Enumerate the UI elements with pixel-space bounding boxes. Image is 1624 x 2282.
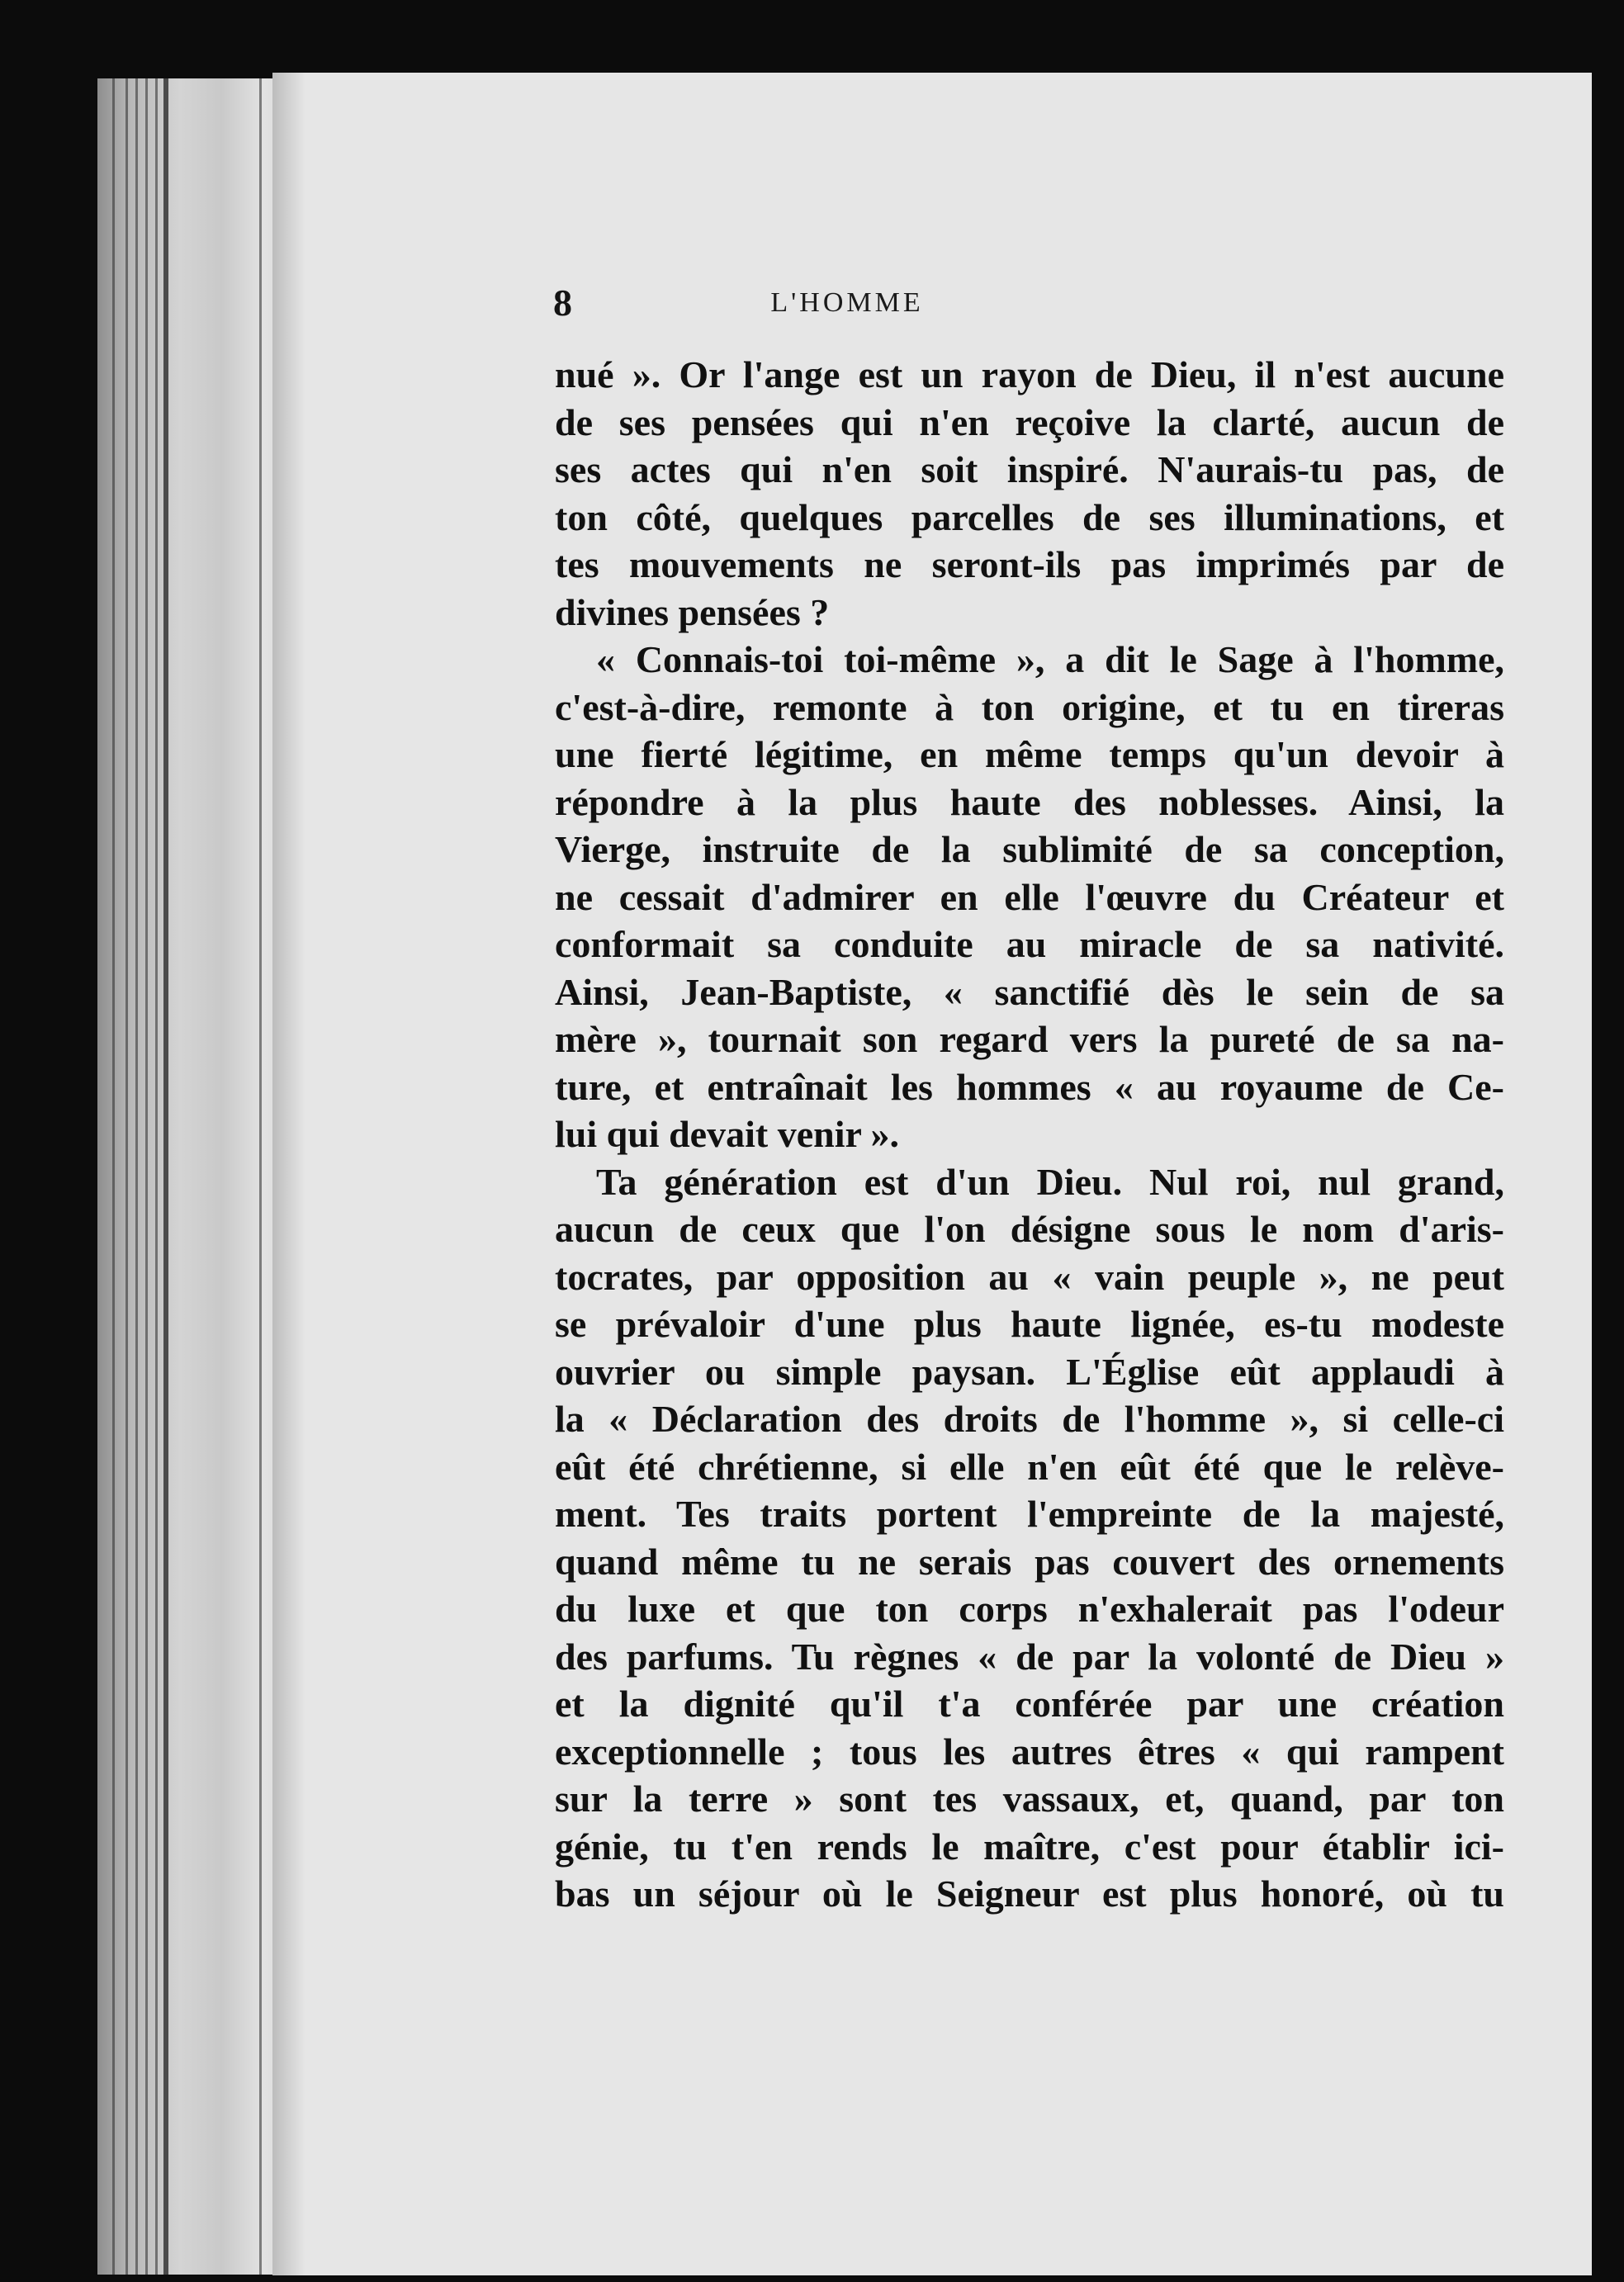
text-line: la « Déclaration des droits de l'homme », si celle-ci [555, 1398, 1504, 1440]
running-head: L'HOMME [770, 287, 924, 318]
text-line: répondre à la plus haute des noblesses. Ainsi, la [555, 780, 1504, 823]
text-line: du luxe et que ton corps n'exhalerait pas l'odeur [555, 1588, 1504, 1630]
text-line: Vierge, instruite de la sublimité de sa conception, [555, 828, 1504, 870]
edge-line [145, 78, 148, 2275]
text-line: ses actes qui n'en soit inspiré. N'aurais-tu pas, de [555, 448, 1504, 490]
text-line: et la dignité qu'il t'a conférée par une création [555, 1683, 1504, 1725]
text-line: une fierté légitime, en même temps qu'un devoir à [555, 733, 1504, 775]
body-text [555, 351, 1504, 1918]
text-line: ment. Tes traits portent l'empreinte de la majesté, [555, 1493, 1504, 1535]
text-line: sur la terre » sont tes vassaux, et, quand, par ton [555, 1778, 1504, 1820]
text-line: ton côté, quelques parcelles de ses illuminations, et [555, 495, 1504, 538]
text-line: aucun de ceux que l'on désigne sous le nom d'aris- [555, 1208, 1504, 1250]
text-line: ture, et entraînait les hommes « au royaume de Ce- [555, 1065, 1504, 1108]
text-line: « Connais-toi toi-même », a dit le Sage à l'homme, [596, 638, 1504, 680]
text-line: mère », tournait son regard vers la pureté de sa na- [555, 1018, 1504, 1060]
text-line: eût été chrétienne, si elle n'en eût été que le relève- [555, 1445, 1504, 1488]
page-header [553, 272, 1141, 339]
gutter-shade [272, 73, 305, 2275]
text-line: divines pensées ? [555, 590, 830, 633]
text-line: lui qui devait venir ». [555, 1113, 900, 1155]
page-number: 8 [553, 282, 572, 324]
text-line: bas un séjour où le Seigneur est plus honoré, où tu [555, 1872, 1504, 1915]
text-line: Ainsi, Jean-Baptiste, « sanctifié dès le sein de sa [555, 970, 1504, 1013]
text-line: ne cessait d'admirer en elle l'œuvre du Créateur et [555, 875, 1504, 918]
text-line: tocrates, par opposition au « vain peuple », ne peut [555, 1255, 1504, 1298]
text-line: conformait sa conduite au miracle de sa nativité. [555, 923, 1504, 965]
edge-line [259, 78, 262, 2275]
text-line: génie, tu t'en rends le maître, c'est pour établir ici- [555, 1825, 1504, 1868]
text-line: nué ». Or l'ange est un rayon de Dieu, il n'est aucune [555, 353, 1504, 395]
text-line: exceptionnelle ; tous les autres êtres « qui rampent [555, 1730, 1504, 1773]
text-line: de ses pensées qui n'en reçoive la clarté, aucun de [555, 400, 1504, 443]
edge-line [163, 78, 168, 2275]
text-line: quand même tu ne serais pas couvert des ornements [555, 1540, 1504, 1583]
text-line: ouvrier ou simple paysan. L'Église eût applaudi à [555, 1350, 1504, 1393]
text-line: c'est-à-dire, remonte à ton origine, et tu en tireras [555, 685, 1504, 728]
text-line: des parfums. Tu règnes « de par la volonté de Dieu » [555, 1635, 1504, 1678]
edge-line [125, 78, 128, 2275]
page-edges [97, 78, 287, 2275]
text-line: Ta génération est d'un Dieu. Nul roi, nul grand, [596, 1160, 1504, 1203]
edge-line [112, 78, 115, 2275]
edge-line [135, 78, 138, 2275]
edge-line [155, 78, 158, 2275]
text-line: se prévaloir d'une plus haute lignée, es-tu modeste [555, 1303, 1504, 1345]
text-line: tes mouvements ne seront-ils pas imprimés par de [555, 543, 1504, 585]
